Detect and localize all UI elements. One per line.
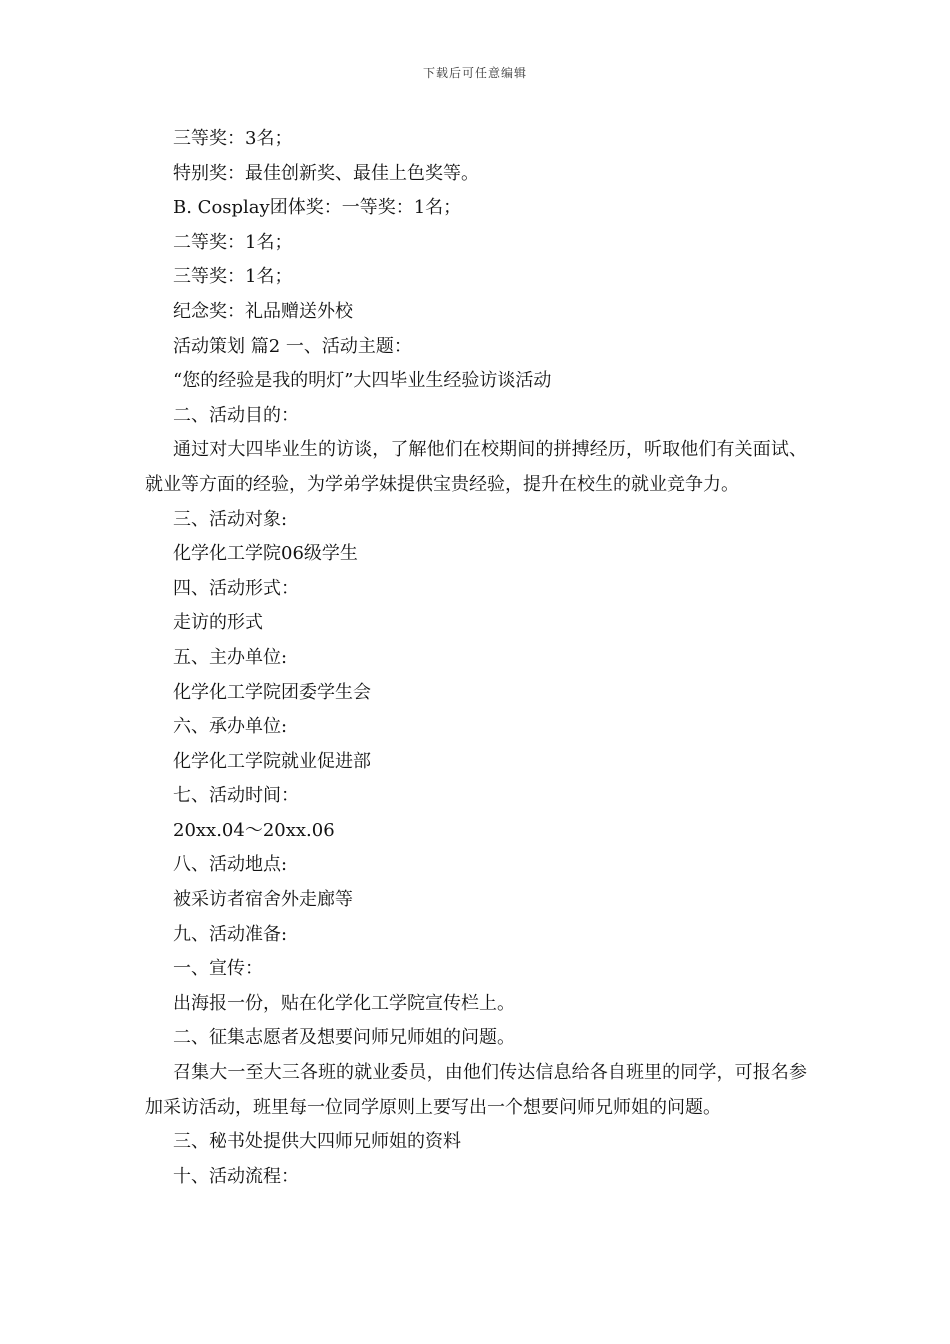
- body-line: B. Cosplay团体奖：一等奖：1名；: [173, 197, 462, 219]
- body-line: 六、承办单位:: [173, 716, 288, 738]
- body-line: 五、主办单位:: [173, 646, 288, 668]
- body-paragraph: 通过对大四毕业生的访谈，了解他们在校期间的拼搏经历，听取他们有关面试、就业等方面的经验，为学弟学妹提供宝贵经验，提升在校生的就业竞争力。: [145, 439, 807, 495]
- body-line: 20xx.04～20xx.06: [173, 819, 335, 841]
- body-line: 三、活动对象:: [173, 508, 288, 530]
- body-line: 化学化工学院团委学生会: [173, 681, 371, 703]
- body-line: 走访的形式: [173, 612, 263, 634]
- body-paragraph: 召集大一至大三各班的就业委员，由他们传达信息给各自班里的同学，可报名参加采访活动，班里每一位同学原则上要写出一个想要问师兄师姐的问题。: [145, 1062, 807, 1118]
- body-line: 纪念奖：礼品赠送外校: [173, 300, 353, 322]
- body-line: 出海报一份，贴在化学化工学院宣传栏上。: [173, 992, 515, 1014]
- body-line: 三等奖：1名；: [173, 266, 293, 288]
- body-line: 九、活动准备:: [173, 923, 288, 945]
- body-line: 活动策划 篇2 一、活动主题：: [173, 335, 412, 357]
- document-body: [145, 122, 807, 1194]
- body-line: 七、活动时间：: [173, 785, 299, 807]
- body-line: 一、宣传：: [173, 958, 263, 980]
- body-line: 四、活动形式：: [173, 577, 299, 599]
- body-line: 三等奖：3名；: [173, 128, 293, 149]
- body-line: 化学化工学院就业促进部: [173, 750, 371, 772]
- body-line: “您的经验是我的明灯”大四毕业生经验访谈活动: [173, 370, 552, 392]
- body-line: 化学化工学院06级学生: [173, 543, 358, 565]
- body-line: 十、活动流程：: [173, 1165, 299, 1187]
- body-line: 二等奖：1名；: [173, 231, 293, 253]
- body-line: 特别奖：最佳创新奖、最佳上色奖等。: [173, 162, 479, 184]
- body-line: 二、征集志愿者及想要问师兄师姐的问题。: [173, 1027, 515, 1049]
- body-line: 二、活动目的：: [173, 404, 299, 426]
- body-line: 三、秘书处提供大四师兄师姐的资料: [173, 1131, 461, 1153]
- body-line: 八、活动地点:: [173, 854, 288, 876]
- body-line: 被采访者宿舍外走廊等: [173, 889, 353, 911]
- page-header: 下载后可任意编辑: [422, 66, 527, 80]
